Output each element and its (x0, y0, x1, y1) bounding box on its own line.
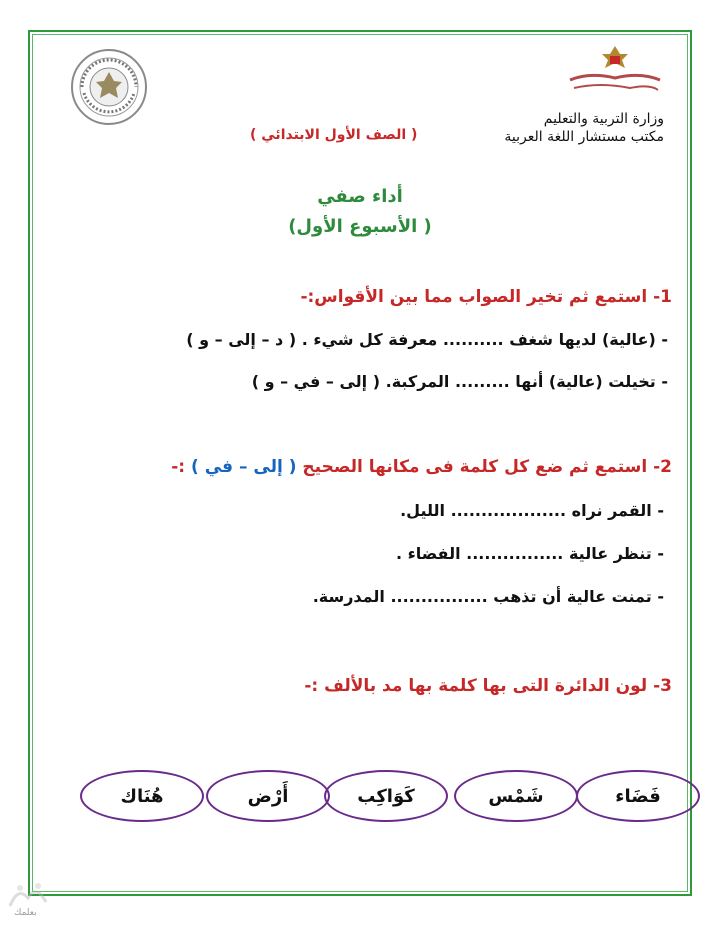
word-circle-5[interactable]: هُنَاك (80, 770, 204, 822)
watermark-text: بعلمك (14, 908, 37, 918)
question-2-options: ( إلى – في ) (191, 457, 297, 477)
word-circle-1[interactable]: فَضَاء (576, 770, 700, 822)
ministry-seal-logo (70, 48, 148, 126)
question-1-line-1: - (عالية) لديها شغف .......... معرفة كل شيء . ( د – إلى – و ) (186, 330, 668, 349)
word-circle-4[interactable]: أَرْض (206, 770, 330, 822)
ministry-line-2: مكتب مستشار اللغة العربية (504, 129, 664, 145)
question-2-line-1: - القمر نراه ................... الليل. (400, 501, 664, 520)
question-1-line-2: - تخيلت (عالية) أنها ......... المركبة. ( إلى – في – و ) (251, 372, 668, 391)
word-circle-2[interactable]: شَمْس (454, 770, 578, 822)
question-2-suffix: :- (171, 457, 186, 477)
word-circle-3[interactable]: كَوَاكِب (324, 770, 448, 822)
question-2-line-2: - تنظر عالية ................ الفضاء . (395, 544, 664, 563)
question-1-heading: 1- استمع ثم تخير الصواب مما بين الأقواس:- (300, 287, 672, 307)
question-2-heading (171, 457, 672, 477)
question-2-text: 2- استمع ثم ضع كل كلمة فى مكانها الصحيح (302, 457, 672, 477)
ministry-line-1: وزارة التربية والتعليم (543, 111, 664, 127)
week-title: ( الأسبوع الأول) (288, 216, 432, 237)
ministry-name (504, 110, 664, 146)
grade-label: ( الصف الأول الابتدائي ) (250, 127, 418, 143)
worksheet-title: أداء صفي (317, 186, 403, 207)
question-3-heading: 3- لون الدائرة التى بها كلمة بها مد بالألف :- (304, 676, 672, 696)
ministry-logo (560, 42, 670, 102)
question-2-line-3: - تمنت عالية أن تذهب ................ المدرسة. (312, 587, 664, 606)
